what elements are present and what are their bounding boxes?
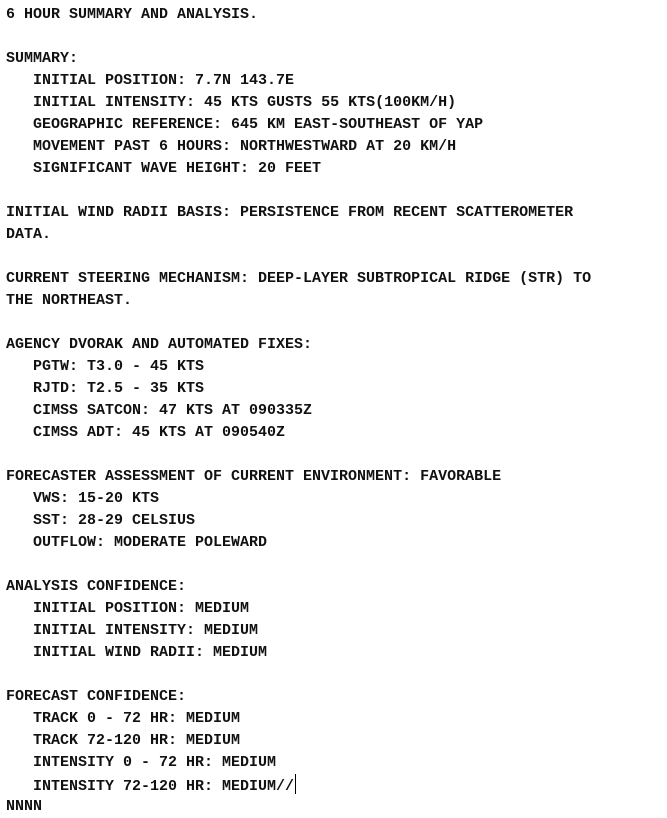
- dvorak-heading: AGENCY DVORAK AND AUTOMATED FIXES:: [6, 336, 313, 353]
- document-title: 6 HOUR SUMMARY AND ANALYSIS.: [6, 6, 259, 23]
- wind-radii-basis-line-2: DATA.: [6, 226, 52, 243]
- analysis-confidence-intensity: INITIAL INTENSITY: MEDIUM: [33, 622, 259, 639]
- summary-item-movement: MOVEMENT PAST 6 HOURS: NORTHWESTWARD AT 20 KM/H: [33, 138, 457, 155]
- footer-nnnn: NNNN: [6, 798, 43, 815]
- blank-line: [6, 26, 667, 48]
- analysis-confidence-heading: ANALYSIS CONFIDENCE:: [6, 578, 187, 595]
- blank-line: [6, 554, 667, 576]
- steering-mechanism-line-1: CURRENT STEERING MECHANISM: DEEP-LAYER SUBTROPICAL RIDGE (STR) TO: [6, 270, 592, 287]
- forecast-confidence-track-72-120: TRACK 72-120 HR: MEDIUM: [33, 732, 241, 749]
- summary-item-initial-position: INITIAL POSITION: 7.7N 143.7E: [33, 72, 295, 89]
- text-caret: [295, 774, 296, 794]
- environment-item-vws: VWS: 15-20 KTS: [33, 490, 160, 507]
- analysis-confidence-position: INITIAL POSITION: MEDIUM: [33, 600, 250, 617]
- forecast-confidence-intensity-72-120: INTENSITY 72-120 HR: MEDIUM//: [6, 774, 667, 796]
- blank-line: [6, 664, 667, 686]
- blank-line: [6, 312, 667, 334]
- dvorak-item-rjtd: RJTD: T2.5 - 35 KTS: [33, 380, 205, 397]
- analysis-confidence-wind-radii: INITIAL WIND RADII: MEDIUM: [33, 644, 268, 661]
- summary-heading: SUMMARY:: [6, 50, 79, 67]
- environment-heading: FORECASTER ASSESSMENT OF CURRENT ENVIRONMENT: FAVORABLE: [6, 468, 502, 485]
- environment-item-outflow: OUTFLOW: MODERATE POLEWARD: [33, 534, 268, 551]
- blank-line: [6, 180, 667, 202]
- forecast-confidence-heading: FORECAST CONFIDENCE:: [6, 688, 187, 705]
- summary-item-geographic-reference: GEOGRAPHIC REFERENCE: 645 KM EAST-SOUTHEAST OF YAP: [33, 116, 484, 133]
- steering-mechanism-line-2: THE NORTHEAST.: [6, 292, 133, 309]
- blank-line: [6, 246, 667, 268]
- dvorak-item-satcon: CIMSS SATCON: 47 KTS AT 090335Z: [33, 402, 313, 419]
- dvorak-item-adt: CIMSS ADT: 45 KTS AT 090540Z: [33, 424, 286, 441]
- summary-item-wave-height: SIGNIFICANT WAVE HEIGHT: 20 FEET: [33, 160, 322, 177]
- forecast-confidence-intensity-0-72: INTENSITY 0 - 72 HR: MEDIUM: [33, 754, 277, 771]
- wind-radii-basis-line-1: INITIAL WIND RADII BASIS: PERSISTENCE FROM RECENT SCATTEROMETER: [6, 204, 574, 221]
- forecast-confidence-track-0-72: TRACK 0 - 72 HR: MEDIUM: [33, 710, 241, 727]
- environment-item-sst: SST: 28-29 CELSIUS: [33, 512, 196, 529]
- summary-item-initial-intensity: INITIAL INTENSITY: 45 KTS GUSTS 55 KTS(100KM/H): [33, 94, 457, 111]
- blank-line: [6, 444, 667, 466]
- dvorak-item-pgtw: PGTW: T3.0 - 45 KTS: [33, 358, 205, 375]
